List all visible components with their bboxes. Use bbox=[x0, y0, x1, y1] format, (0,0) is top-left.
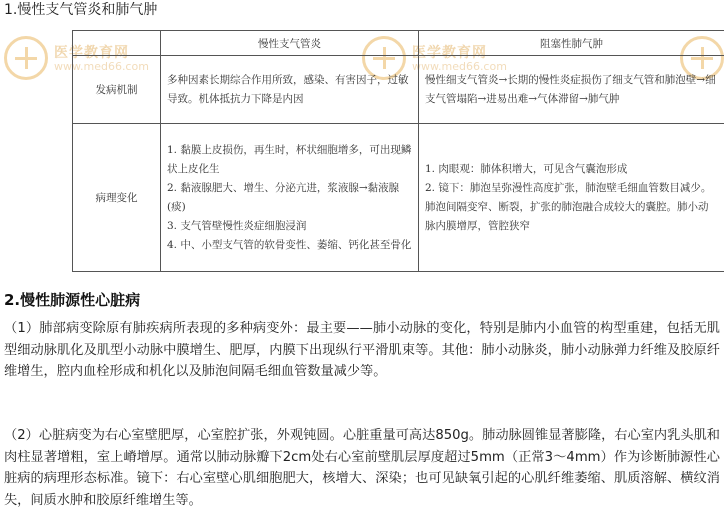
watermark-text: 医学教育网 bbox=[54, 45, 129, 61]
cell-text: 2. 镜下：肺泡呈弥漫性高度扩张，肺泡壁毛细血管数目减少。肺泡间隔变窄、断裂，扩张的肺泡融合成较大的囊腔。肺小动脉内膜增厚，管腔狭窄 bbox=[425, 181, 712, 232]
cell-text: 4. 中、小型支气管的软骨变性、萎缩、钙化甚至骨化 bbox=[167, 238, 412, 251]
watermark-text: 医学教育网 bbox=[412, 45, 487, 61]
table-row bbox=[73, 124, 724, 272]
table-header-row bbox=[73, 31, 724, 56]
cell-text: 2. 黏液腺肥大、增生、分泌亢进，浆液腺→黏液腺(痰) bbox=[167, 181, 400, 213]
paragraph-1: （1）肺部病变除原有肺疾病所表现的多种病变外：最主要——肺小动脉的变化，特别是肺内小血管的构型重建，包括无肌型细动脉肌化及肌型小动脉中膜增生、肥厚，内膜下出现纵行平滑肌束等。其他：肺小动脉炎，肺小动脉弹力纤维及胶原纤维增生，腔内血栓形成和机化以及肺泡间隔毛细血管数量减少等。 bbox=[4, 321, 720, 380]
table-row bbox=[73, 56, 724, 124]
cell-text: 3. 支气管壁慢性炎症细胞浸润 bbox=[167, 219, 307, 232]
cell-emphysema-pathogenesis bbox=[419, 56, 724, 124]
watermark-url: www.med66.com bbox=[412, 60, 507, 73]
table-header-blank bbox=[73, 31, 161, 56]
table-header-emphysema: 阻塞性肺气肿 bbox=[419, 31, 724, 56]
watermark-seal-icon bbox=[4, 36, 48, 80]
section-title-1: 1.慢性支气管炎和肺气肿 bbox=[4, 2, 158, 18]
cell-emphysema-pathology bbox=[419, 124, 724, 272]
table-header-chronic-bronchitis: 慢性支气管炎 bbox=[161, 31, 419, 56]
cell-bronchitis-pathogenesis bbox=[161, 56, 419, 124]
cell-bronchitis-pathology bbox=[161, 124, 419, 272]
section-title-2: 2.慢性肺源性心脏病 bbox=[4, 291, 141, 309]
row-label-pathology: 病理变化 bbox=[73, 124, 161, 272]
cell-text: 1. 肉眼观：肺体积增大，可见含气囊泡形成 bbox=[425, 162, 628, 175]
cell-text: 慢性细支气管炎→长期的慢性炎症损伤了细支气管和肺泡壁→细支气管塌陷→进易出难→气体滞留→肺气肿 bbox=[425, 73, 716, 105]
cell-text: 多种因素长期综合作用所致，感染、有害因子，过敏导致。机体抵抗力下降是内因 bbox=[167, 73, 409, 105]
paragraph-2: （2）心脏病变为右心室壁肥厚，心室腔扩张，外观钝圆。心脏重量可高达850g。肺动脉圆锥显著膨隆，右心室内乳头肌和肉柱显著增粗，室上嵴增厚。通常以肺动脉瓣下2cm处右心室前壁肌层厚度超过5mm（正常3～4mm）作为诊断肺源性心脏病的病理形态标准。镜下：右心室壁心肌细胞肥大，核增大、深染；也可见缺氧引起的心肌纤维萎缩、肌质溶解、横纹消失，间质水肿和胶原纤维增生等。 bbox=[4, 428, 720, 508]
row-label-pathogenesis: 发病机制 bbox=[73, 56, 161, 124]
watermark-url: www.med66.com bbox=[54, 60, 149, 73]
comparison-table bbox=[72, 30, 724, 272]
cell-text: 1. 黏膜上皮损伤，再生时，杯状细胞增多，可出现鳞状上皮化生 bbox=[167, 143, 412, 175]
